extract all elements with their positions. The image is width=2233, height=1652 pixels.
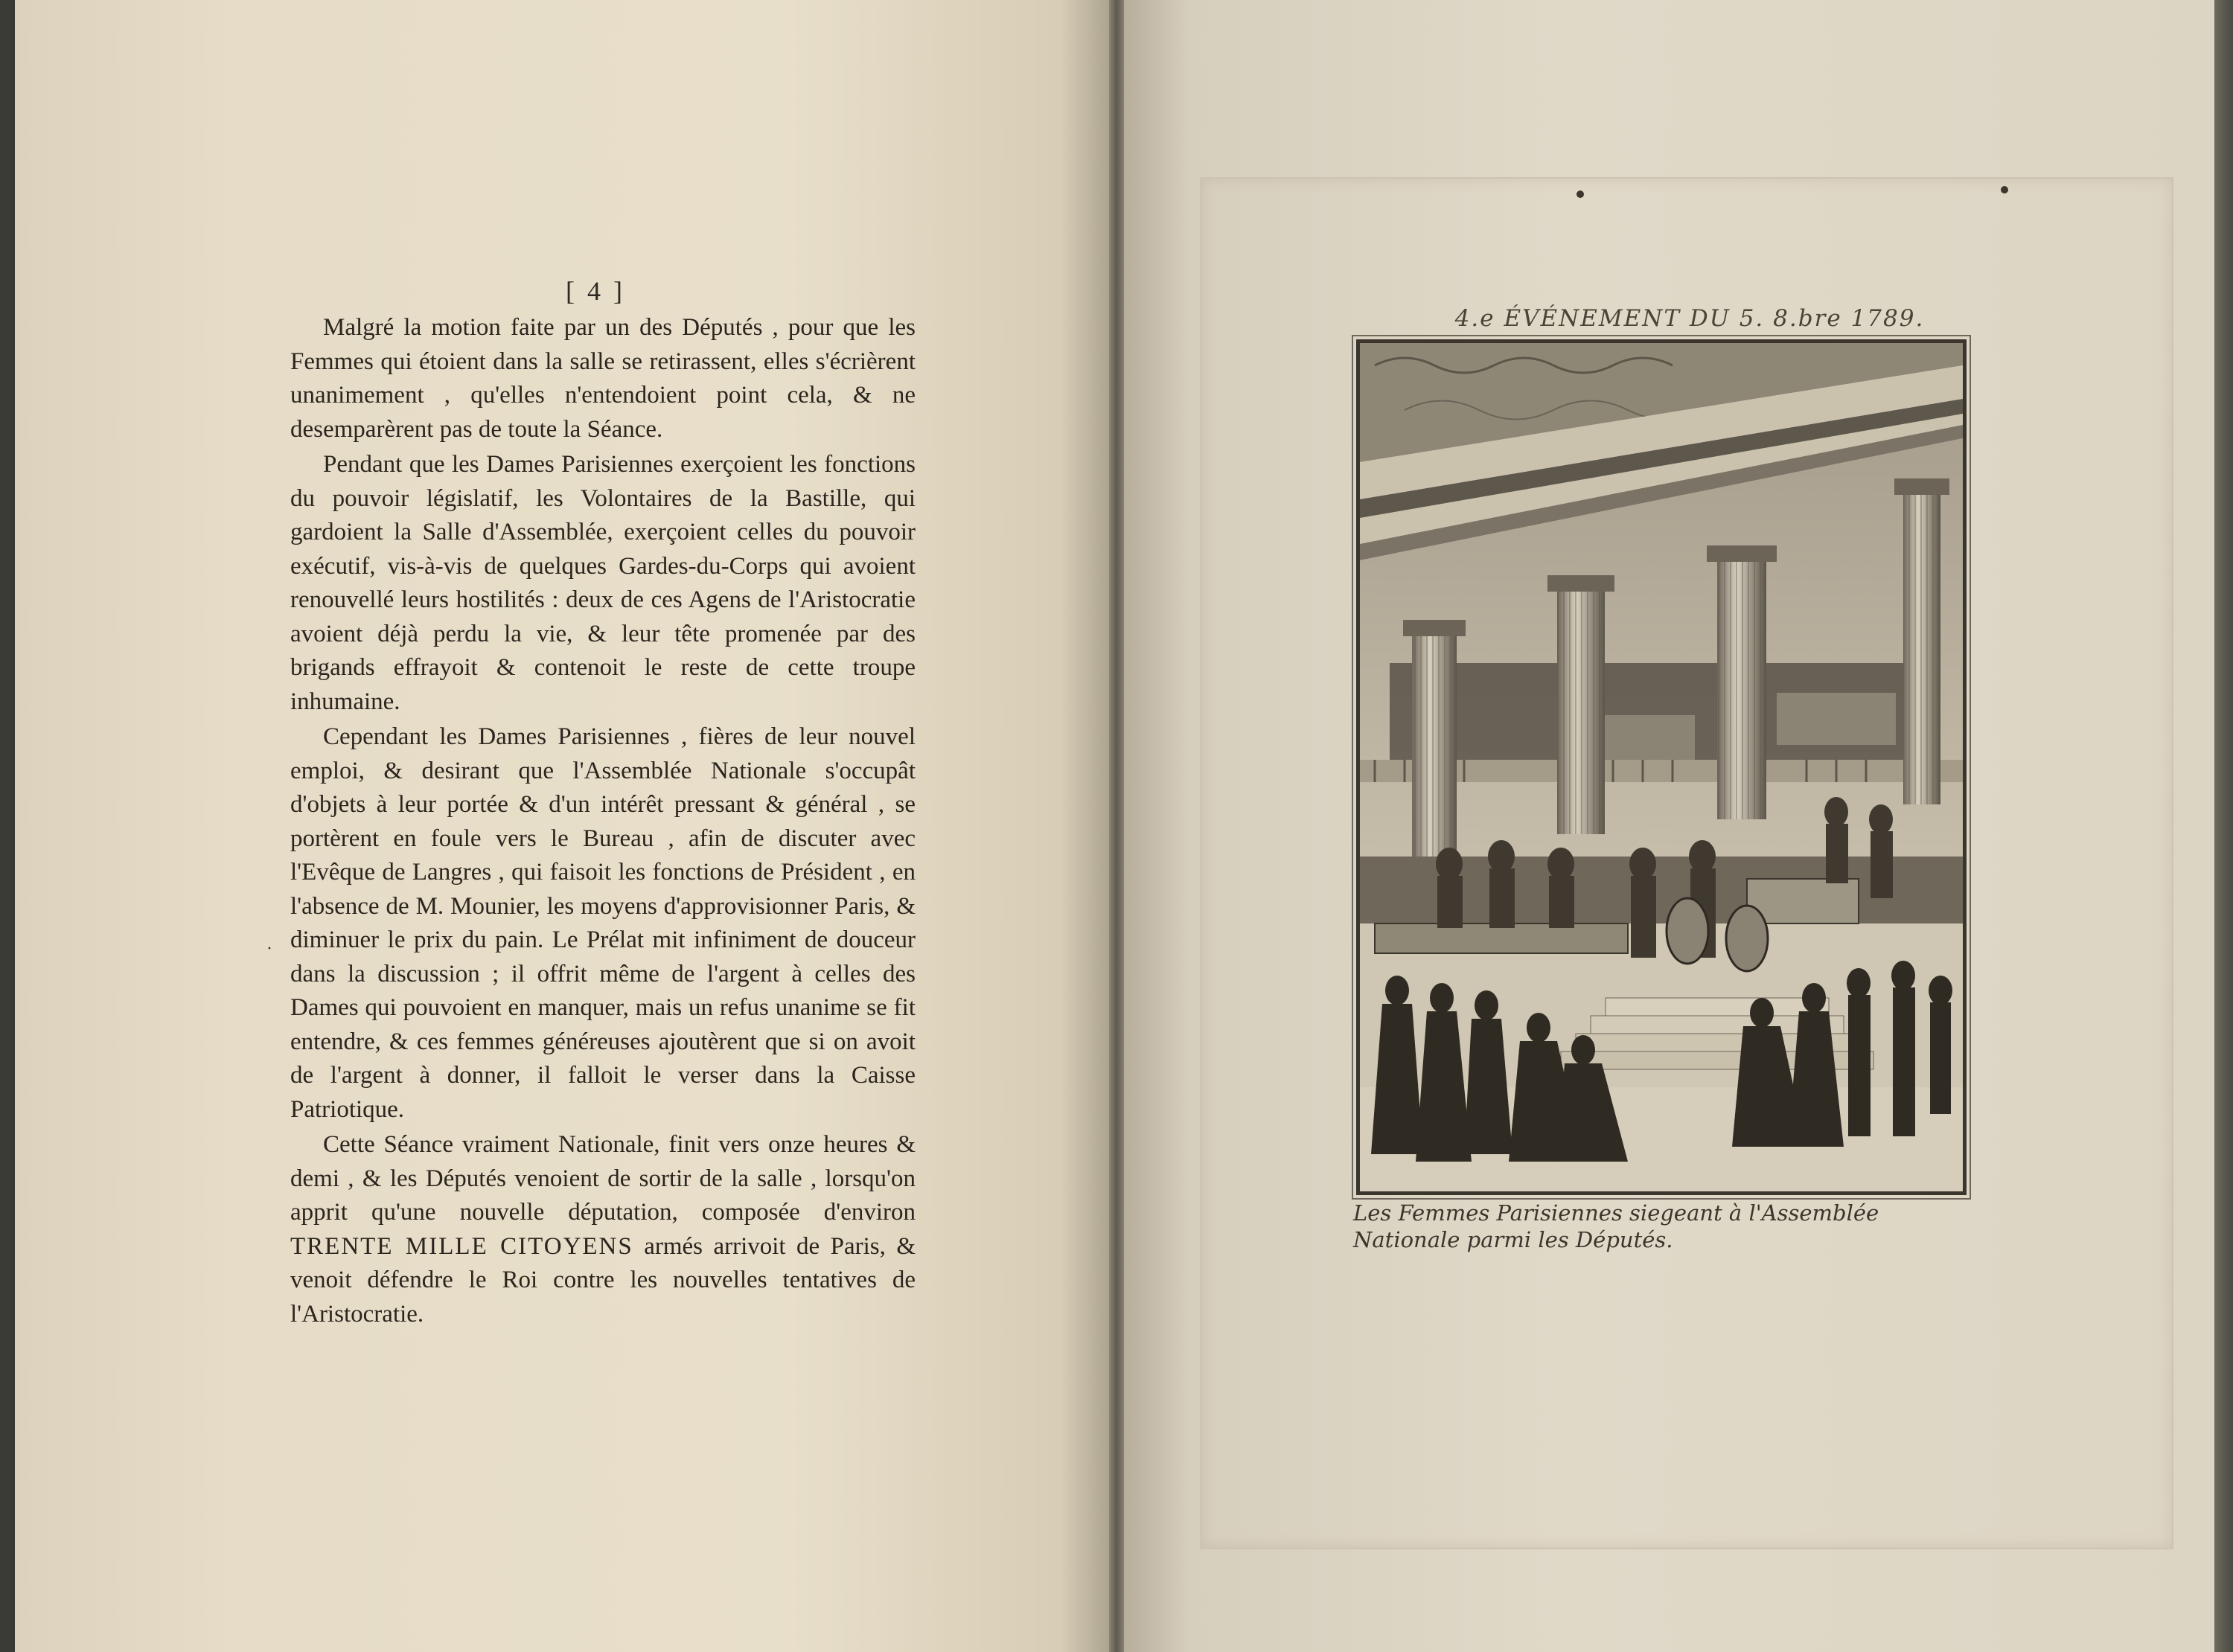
plate-title: 4.e ÉVÉNEMENT DU 5. 8.bre 1789. (1454, 305, 1925, 332)
small-caps-text: TRENTE MILLE CITOYENS (290, 1232, 633, 1260)
body-text (290, 311, 916, 1333)
paragraph: Cependant les Dames Parisiennes , fières de leur nouvel emploi, & desirant que l'Assemblée Nationale s'occupât d'objets à leur portée & d'un intérêt pressant & général , se portèrent en foule vers le Bureau , afin de discuter avec l'Evêque de Langres , qui faisoit les fonctions de Président , en l'absence de M. Mounier, les moyens d'approvisionner Paris, & diminuer le prix du pain. Le Prélat mit infiniment de douceur dans la discussion ; il offrit même de l'argent à celles des Dames qui pouvoient en manquer, mais un refus unanime se fit entendre, & ces femmes généreuses ajoutèrent que si on avoit de l'argent à donner, il falloit le verser dans la Caisse Patriotique. (290, 723, 916, 1123)
paragraph (290, 1128, 916, 1331)
pin-hole-mark (1576, 191, 1584, 198)
margin-mark: · (266, 939, 272, 958)
paragraph: Malgré la motion faite par un des Députés , pour que les Femmes qui étoient dans la salle se retirassent, elles s'écrièrent unanimement , qu'elles n'entendoient point cela, & ne desemparèrent pas de toute la Séance. (290, 314, 916, 443)
plate-caption: Les Femmes Parisiennes siegeant à l'Assemblée Nationale parmi les Députés. (1353, 1200, 1879, 1252)
pin-hole-mark (2001, 186, 2008, 193)
page-edge (2214, 0, 2233, 1652)
book-gutter (1109, 0, 1125, 1652)
paragraph: Pendant que les Dames Parisiennes exerçoient les fonctions du pouvoir législatif, les Volontaires de la Bastille, qui gardoient la Salle d'Assemblée, exerçoient celles du pouvoir exécutif, vis-à-vis de quelques Gardes-du-Corps qui avoient renouvellé leurs hostilités : deux de ces Agens de l'Aristocratie avoient déjà perdu la vie, & leur tête promenée par des brigands effrayoit & contenoit le reste de cette troupe inhumaine. (290, 451, 916, 715)
gallery-spectators (1777, 693, 1896, 745)
paragraph-text: armés arrivoit de Paris, & venoit défendre le Roi contre les nouvelles tentatives de l'Aristocratie. (290, 1232, 916, 1328)
drum (1667, 898, 1708, 964)
drum (1726, 906, 1768, 971)
engraving-illustration (1356, 339, 1967, 1195)
paragraph-text: Cette Séance vraiment Nationale, finit vers onze heures & demi , & les Députés venoient de sortir de la salle , lorsqu'on apprit qu'une nouvelle députation, composée d'environ (290, 1131, 916, 1226)
page-number: [ 4 ] (566, 276, 625, 306)
engraving-drawing (1360, 343, 1963, 1191)
